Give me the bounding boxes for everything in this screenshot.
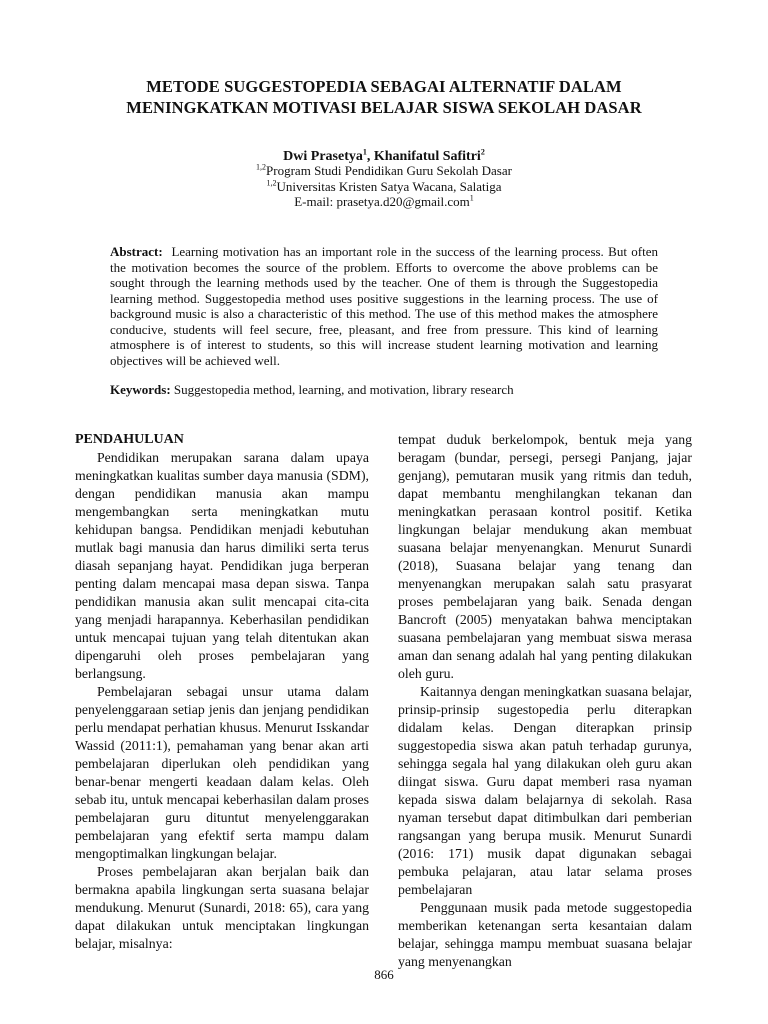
paper-title	[60, 76, 708, 118]
affiliation-1-text: Program Studi Pendidikan Guru Sekolah Dasar	[266, 163, 512, 178]
affiliation-1	[0, 163, 768, 179]
email-sup: 1	[469, 193, 474, 203]
keywords	[110, 382, 658, 398]
body-paragraph: Pembelajaran sebagai unsur utama dalam penyelenggaraan setiap jenis dan jenjang pendidikan perlu mendapat perhatian khusus. Menurut Isskandar Wassid (2011:1), pemahaman yang benar akan arti pembelajaran diperlukan oleh pendidikan yang benar-benar mengerti keadaan dalam kelas. Oleh sebab itu, untuk mencapai keberhasilan dalam proses pembelajaran guru dituntut menyelenggarakan pembelajaran yang efektif serta mampu dalam mengoptimalkan lingkungan belajar.	[75, 684, 369, 861]
author-1: Dwi Prasetya	[283, 149, 363, 164]
page-number: 866	[374, 967, 394, 982]
author-2: Khanifatul Safitri	[373, 149, 481, 164]
affiliation-2-sup: 1,2	[266, 178, 277, 188]
body-paragraph: Kaitannya dengan meningkatkan suasana belajar, prinsip-prinsip sugestopedia perlu diterapkan didalam kelas. Dengan diterapkan prinsip suggestopedia siswa akan patuh terhadap gurunya, sehingga segala hal yang dilakukan oleh guru akan diingat siswa. Guru dapat memberi rasa nyaman kepada siswa dalam belajarnya di sekolah. Rasa nyaman tersebut dapat ditimbulkan dari pemberian rangsangan yang berupa musik. Menurut Sunardi (2016: 171) musik dapat digunakan sebagai pembuka pelajaran, atau latar selama proses pembelajaran	[398, 684, 692, 897]
body-paragraph-continued: tempat duduk berkelompok, bentuk meja yang beragam (bundar, persegi, persegi Panjang, jajar genjang), pemutaran musik yang ritmis dan teduh, dapat membantu menghilangkan tekanan dan meningkatkan perasaan kontrol positif. Ketika lingkungan belajar mendukung akan membuat suasana belajar menyenangkan. Menurut Sunardi (2018), Suasana belajar yang tenang dan menyenangkan merupakan salah satu prasyarat proses pembelajaran yang baik. Senada dengan Bancroft (2005) menyatakan bahwa menciptakan suasana pembelajaran yang membuat siswa merasa aman dan senang adalah hal yang penting dilakukan oleh guru.	[398, 432, 692, 681]
abstract	[110, 244, 658, 368]
section-heading: PENDAHULUAN	[75, 432, 184, 447]
right-column	[398, 431, 692, 971]
affiliation-2-text: Universitas Kristen Satya Wacana, Salatiga	[276, 178, 502, 194]
keywords-label: Keywords:	[110, 382, 171, 397]
author-email	[0, 194, 768, 210]
affiliation-2	[0, 179, 768, 195]
author-separator: ,	[366, 149, 374, 164]
affiliation-1-sup: 1,2	[256, 162, 267, 172]
left-column	[75, 431, 369, 953]
keywords-text: Suggestopedia method, learning, and motivation, library research	[173, 382, 514, 397]
title-line-1: METODE SUGGESTOPEDIA SEBAGAI ALTERNATIF DALAM	[146, 77, 622, 96]
email-text: E-mail: prasetya.d20@gmail.com	[294, 194, 470, 209]
abstract-label: Abstract:	[110, 244, 163, 259]
abstract-text: Learning motivation has an important role in the success of the learning process. But often the motivation becomes the source of the problem. Efforts to overcome the above problems can be sought through the learning methods used by the teacher. One of them is through the Suggestopedia learning method. Suggestopedia method uses positive suggestions in the learning process. The use of background music is also a characteristic of this method. The use of this method makes the atmosphere conducive, students will feel secure, free, pleasant, and free from pressure. This kind of learning atmosphere is of interest to students, so this will increase student learning motivation and learning objectives will be achieved well.	[110, 244, 659, 368]
title-line-2: MENINGKATKAN MOTIVASI BELAJAR SISWA SEKOLAH DASAR	[126, 98, 642, 117]
body-paragraph: Penggunaan musik pada metode suggestopedia memberikan ketenangan serta kesantaian dalam belajar, sehingga mampu membuat suasana belajar yang menyenangkan	[398, 900, 692, 969]
author-2-sup: 2	[480, 147, 485, 157]
affiliations	[0, 163, 768, 210]
author-1-sup: 1	[362, 147, 367, 157]
body-paragraph: Proses pembelajaran akan berjalan baik dan bermakna apabila lingkungan serta suasana belajar mendukung. Menurut (Sunardi, 2018: 65), cara yang dapat dilakukan untuk menciptakan lingkungan belajar, misalnya:	[75, 864, 369, 951]
body-paragraph: Pendidikan merupakan sarana dalam upaya meningkatkan kualitas sumber daya manusia (SDM), dengan pendidikan manusia akan mampu mengembangkan serta meningkatkan mutu kehidupan bangsa. Pendidikan menjadi kebutuhan mutlak bagi manusia dan harus dimiliki serta terus diasah sepanjang hayat. Pendidikan juga berperan penting dalam mencapai masa depan siswa. Tanpa pendidikan manusia akan sulit mencapai cita-cita yang menjadi harapannya. Keberhasilan pendidikan untuk mencapai tujuan yang telah ditentukan akan dipengaruhi oleh proses pembelajaran yang berlangsung.	[75, 450, 369, 681]
